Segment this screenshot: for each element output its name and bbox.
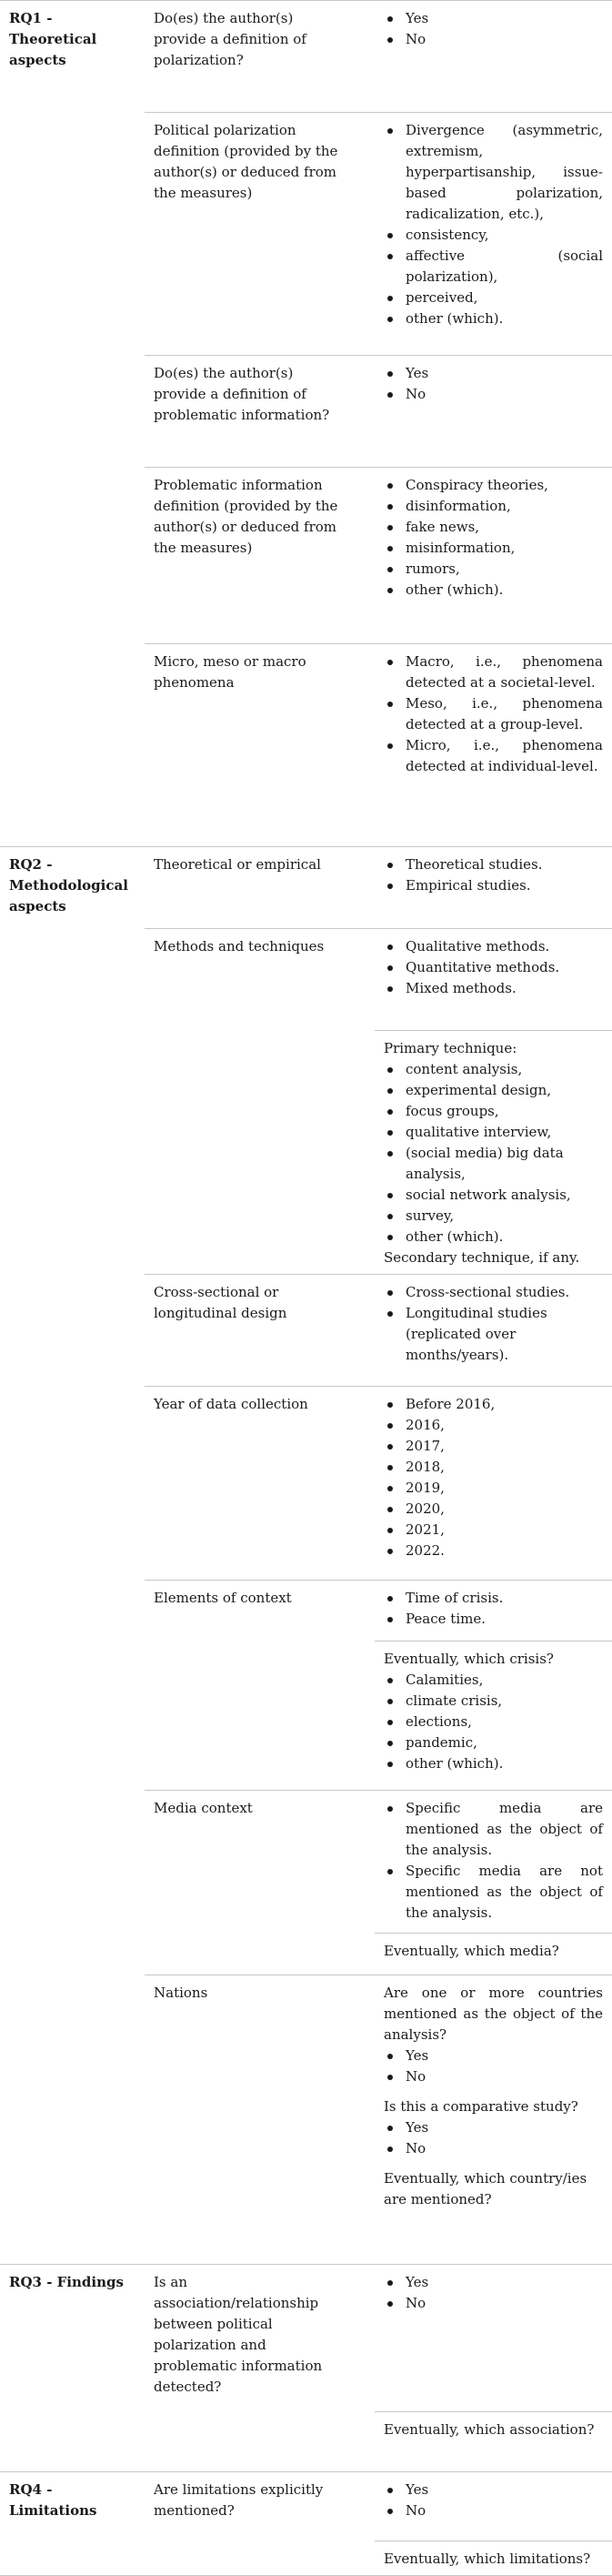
cell-text-line: association/relationship xyxy=(154,2295,319,2311)
options-cell xyxy=(375,1,612,113)
media-followup: Eventually, which media? xyxy=(384,1943,559,1959)
option-item: Micro, i.e., phenomena detected at individual-level. xyxy=(384,735,603,777)
options-cell xyxy=(375,929,612,1031)
option-item: No xyxy=(384,2138,603,2159)
cell-text-line: aspects xyxy=(9,52,66,68)
option-item: experimental design, xyxy=(384,1080,603,1101)
options-cell xyxy=(375,113,612,356)
table-row xyxy=(0,2265,612,2412)
rq-label xyxy=(0,2265,145,2472)
criterion-cell xyxy=(145,1975,375,2265)
cell-text-line: mentioned? xyxy=(154,2502,235,2519)
option-item: Yes xyxy=(384,2272,603,2293)
technique-heading: Primary technique: xyxy=(384,1040,517,1056)
cell-text-line: longitudinal design xyxy=(154,1305,287,1321)
options-list xyxy=(384,363,603,405)
options-list xyxy=(384,1059,603,1248)
option-item: Time of crisis. xyxy=(384,1588,603,1609)
rq-label xyxy=(0,1,145,847)
option-item: other (which). xyxy=(384,1753,603,1774)
cell-text-line: Year of data collection xyxy=(154,1396,308,1412)
options-cell xyxy=(375,1642,612,1791)
options-list xyxy=(384,2046,603,2087)
option-item: No xyxy=(384,2500,603,2521)
options-list xyxy=(384,936,603,999)
cell-text-line: aspects xyxy=(9,898,66,914)
cell-text-line: RQ2 - xyxy=(9,856,53,873)
options-list xyxy=(384,475,603,601)
cell-text-line: RQ4 - xyxy=(9,2481,53,2498)
options-cell xyxy=(375,847,612,929)
cell-text-line: polarization? xyxy=(154,52,244,68)
cell-text-line: provide a definition of xyxy=(154,386,306,402)
cell-text-line: definition (provided by the xyxy=(154,143,338,159)
option-item: other (which). xyxy=(384,308,603,329)
criterion-cell xyxy=(145,1387,375,1581)
criterion-cell xyxy=(145,1,375,113)
cell-text-line: the measures) xyxy=(154,540,253,556)
option-item: perceived, xyxy=(384,288,603,308)
technique-secondary: Secondary technique, if any. xyxy=(384,1249,580,1266)
option-item: consistency, xyxy=(384,225,603,246)
option-item: Macro, i.e., phenomena detected at a societal-level. xyxy=(384,652,603,693)
options-cell xyxy=(375,644,612,847)
options-cell xyxy=(375,1791,612,1934)
cell-text-line: Nations xyxy=(154,1985,208,2001)
option-item: Calamities, xyxy=(384,1670,603,1691)
options-cell xyxy=(375,1275,612,1387)
cell-text-line: author(s) or deduced from xyxy=(154,164,336,180)
options-cell xyxy=(375,2472,612,2541)
option-item: Cross-sectional studies. xyxy=(384,1282,603,1303)
cell-text-line: definition (provided by the xyxy=(154,498,338,514)
option-item: No xyxy=(384,384,603,405)
association-followup: Eventually, which association? xyxy=(384,2421,595,2438)
option-item: Conspiracy theories, xyxy=(384,475,603,496)
option-item: No xyxy=(384,2066,603,2087)
options-list xyxy=(384,1394,603,1561)
options-list xyxy=(384,120,603,329)
option-item: Before 2016, xyxy=(384,1394,603,1415)
option-item: Mixed methods. xyxy=(384,978,603,999)
cell-text-line: RQ1 - xyxy=(9,10,53,26)
criterion-cell xyxy=(145,929,375,1275)
option-item: rumors, xyxy=(384,559,603,580)
options-list xyxy=(384,8,603,50)
option-item: Specific media are mentioned as the object of the analysis. xyxy=(384,1798,603,1861)
option-item: disinformation, xyxy=(384,496,603,517)
option-item: (social media) big data analysis, xyxy=(384,1143,603,1185)
cell-text-line: Are limitations explicitly xyxy=(154,2481,324,2498)
option-item: Meso, i.e., phenomena detected at a group-level. xyxy=(384,693,603,735)
rq-label xyxy=(0,2472,145,2576)
criterion-cell xyxy=(145,113,375,356)
crisis-heading: Eventually, which crisis? xyxy=(384,1651,554,1667)
cell-text-line: phenomena xyxy=(154,674,235,691)
cell-text-line: Cross-sectional or xyxy=(154,1284,279,1300)
option-item: 2022. xyxy=(384,1541,603,1561)
options-cell xyxy=(375,1934,612,1975)
cell-text-line: Problematic information xyxy=(154,477,323,493)
limitations-followup: Eventually, which limitations? xyxy=(384,2551,591,2567)
cell-text-line: Methods and techniques xyxy=(154,938,325,955)
options-cell xyxy=(375,1975,612,2265)
option-item: other (which). xyxy=(384,1227,603,1248)
option-item: misinformation, xyxy=(384,538,603,559)
options-list xyxy=(384,1588,603,1630)
option-item: Yes xyxy=(384,2480,603,2500)
option-item: Divergence (asymmetric, extremism, hyperpartisanship, issue-based polarization, radicalization, etc.), xyxy=(384,120,603,225)
options-list xyxy=(384,1670,603,1774)
option-item: Qualitative methods. xyxy=(384,936,603,957)
options-cell xyxy=(375,2412,612,2472)
table-row xyxy=(0,847,612,929)
cell-text-line: author(s) or deduced from xyxy=(154,519,336,535)
cell-text-line: detected? xyxy=(154,2379,222,2395)
option-item: pandemic, xyxy=(384,1732,603,1753)
options-cell xyxy=(375,468,612,644)
cell-text-line: problematic information xyxy=(154,2358,323,2374)
option-item: fake news, xyxy=(384,517,603,538)
cell-text-line: polarization and xyxy=(154,2337,266,2353)
cell-text-line: Theoretical xyxy=(9,31,97,47)
option-item: 2018, xyxy=(384,1457,603,1478)
option-item: 2019, xyxy=(384,1478,603,1499)
option-item: Yes xyxy=(384,2117,603,2138)
options-list xyxy=(384,1282,603,1366)
cell-text-line: Elements of context xyxy=(154,1590,292,1606)
cell-text-line: Do(es) the author(s) xyxy=(154,365,294,381)
cell-text-line: the measures) xyxy=(154,185,253,201)
cell-text-line: Political polarization xyxy=(154,122,296,138)
option-item: 2021, xyxy=(384,1520,603,1541)
option-item: 2017, xyxy=(384,1436,603,1457)
option-item: Peace time. xyxy=(384,1609,603,1630)
cell-text-line: provide a definition of xyxy=(154,31,306,47)
option-item: Quantitative methods. xyxy=(384,957,603,978)
options-list xyxy=(384,1798,603,1924)
criterion-cell xyxy=(145,644,375,847)
rq-label xyxy=(0,847,145,2265)
cell-text-line: Micro, meso or macro xyxy=(154,653,306,670)
option-item: climate crisis, xyxy=(384,1691,603,1712)
options-list xyxy=(384,854,603,896)
criterion-cell xyxy=(145,356,375,468)
options-cell xyxy=(375,1581,612,1642)
table-row xyxy=(0,1,612,113)
criterion-cell xyxy=(145,2472,375,2576)
cell-text-line: between political xyxy=(154,2316,273,2332)
cell-text-line: Do(es) the author(s) xyxy=(154,10,294,26)
option-item: Longitudinal studies (replicated over months/years). xyxy=(384,1303,603,1366)
option-item: Specific media are not mentioned as the object of the analysis. xyxy=(384,1861,603,1924)
option-item: content analysis, xyxy=(384,1059,603,1080)
option-item: focus groups, xyxy=(384,1101,603,1122)
table-row xyxy=(0,2472,612,2541)
criterion-cell xyxy=(145,1791,375,1975)
cell-text-line: Limitations xyxy=(9,2502,97,2519)
comparative-heading: Is this a comparative study? xyxy=(384,2098,578,2115)
option-item: affective (social polarization), xyxy=(384,246,603,288)
criterion-cell xyxy=(145,847,375,929)
options-list xyxy=(384,2272,603,2314)
option-item: elections, xyxy=(384,1712,603,1732)
criterion-cell xyxy=(145,468,375,644)
option-item: Empirical studies. xyxy=(384,875,603,896)
option-item: Yes xyxy=(384,8,603,29)
cell-text-line: problematic information? xyxy=(154,407,330,423)
nations-heading: Are one or more countries mentioned as the object of the analysis? xyxy=(384,1985,603,2043)
nations-followup: Eventually, which country/ies are mentioned? xyxy=(384,2170,587,2207)
cell-text-line: Methodological xyxy=(9,877,128,894)
options-list xyxy=(384,2480,603,2521)
option-item: 2020, xyxy=(384,1499,603,1520)
option-item: Yes xyxy=(384,2046,603,2066)
cell-text-line: Media context xyxy=(154,1800,253,1816)
option-item: social network analysis, xyxy=(384,1185,603,1206)
option-item: 2016, xyxy=(384,1415,603,1436)
option-item: No xyxy=(384,2293,603,2314)
criterion-cell xyxy=(145,1581,375,1791)
option-item: Theoretical studies. xyxy=(384,854,603,875)
option-item: Yes xyxy=(384,363,603,384)
options-list xyxy=(384,2117,603,2159)
cell-text-line: Theoretical or empirical xyxy=(154,856,321,873)
cell-text-line: RQ3 - Findings xyxy=(9,2274,124,2290)
options-cell xyxy=(375,1387,612,1581)
options-cell xyxy=(375,356,612,468)
option-item: No xyxy=(384,29,603,50)
criterion-cell xyxy=(145,1275,375,1387)
option-item: qualitative interview, xyxy=(384,1122,603,1143)
option-item: survey, xyxy=(384,1206,603,1227)
option-item: other (which). xyxy=(384,580,603,601)
options-cell xyxy=(375,1031,612,1275)
options-cell xyxy=(375,2265,612,2412)
criterion-cell xyxy=(145,2265,375,2472)
options-list xyxy=(384,652,603,777)
options-cell xyxy=(375,2541,612,2576)
cell-text-line: Is an xyxy=(154,2274,187,2290)
